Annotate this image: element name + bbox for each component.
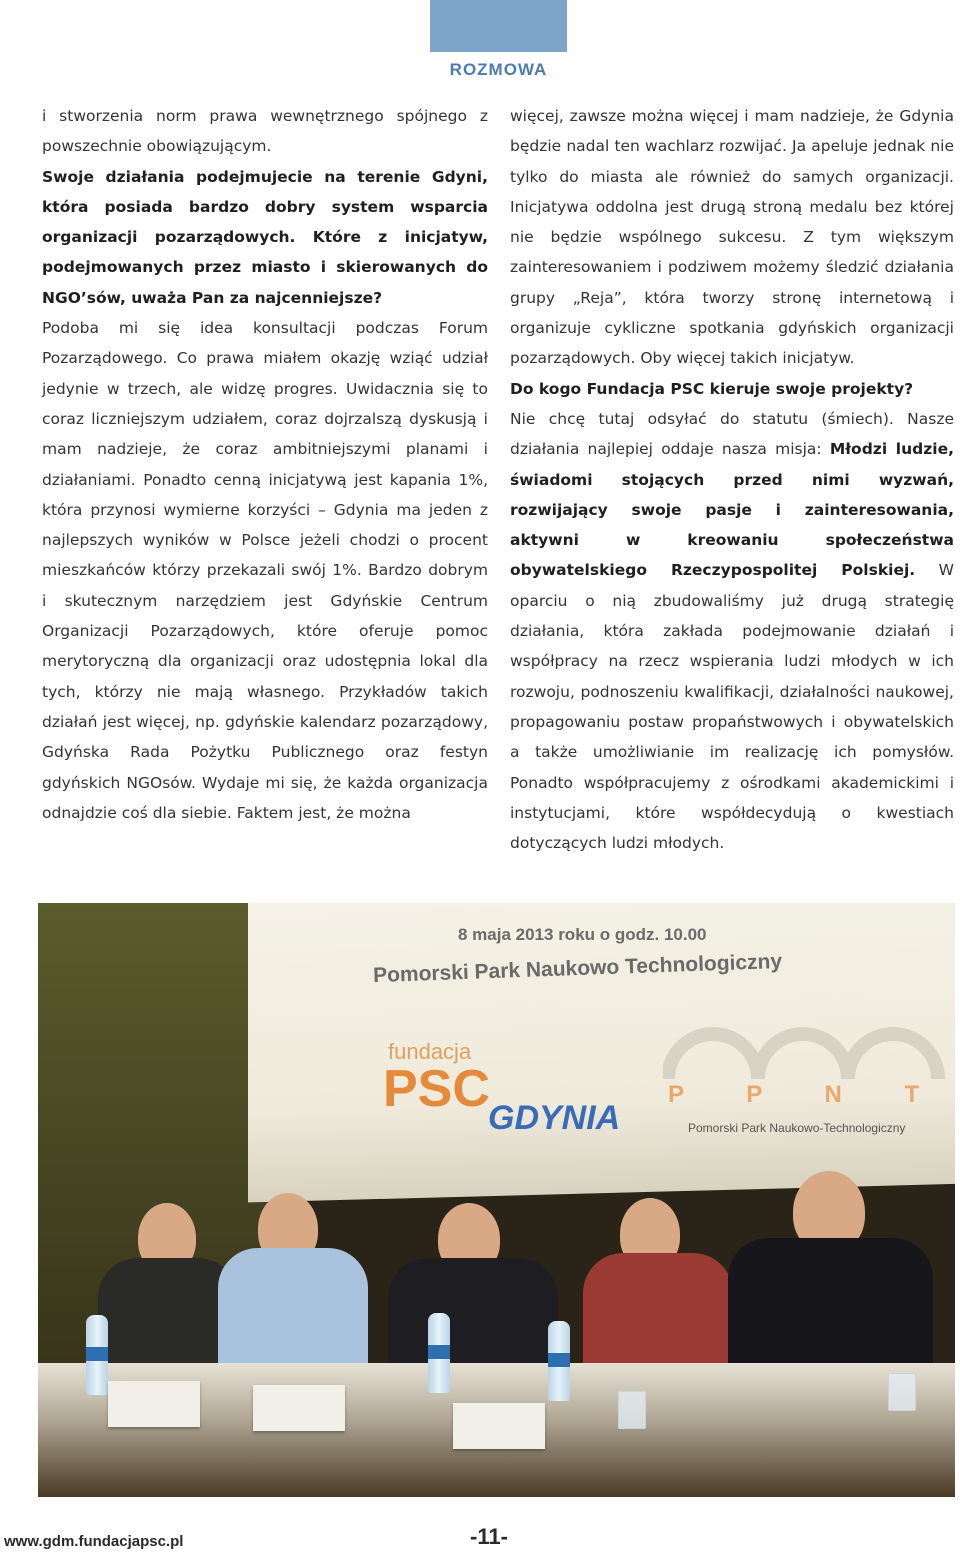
- nameplate: [253, 1385, 345, 1431]
- paragraph: więcej, zawsze można więcej i mam nadzieje, że Gdynia będzie nadal ten wachlarz rozwijać. Ja apeluje jednak nie tylko do miasta ale również do samych organizacji. Inicjatywa oddolna jest drugą stroną medalu bez której nie będzie wspólnego sukcesu. Z tym większym zainteresowaniem i podziwem możemy śledzić działania grupy „Reja”, która tworzy stronę internetową i organizuje cykliczne spotkania gdyńskich organizacji pozarządowych. Oby więcej takich inicjatyw.: [510, 107, 954, 368]
- glass: [888, 1373, 916, 1411]
- page-number: -11-: [470, 1524, 508, 1549]
- mission-statement: Młodzi ludzie, świadomi stojących przed nimi wyzwań, rozwijający swoje pasje i zainteresowania, aktywni w kreowaniu społeczeństwa obywatelskiego Rzeczypospolitej Polskiej.: [510, 440, 954, 580]
- psc-logo: PSC: [383, 1060, 490, 1118]
- ppnt-subtitle: Pomorski Park Naukowo-Technologiczny: [688, 1121, 906, 1135]
- header-tab-block: [430, 0, 567, 52]
- nameplate: [108, 1381, 200, 1427]
- nameplate: [453, 1403, 545, 1449]
- fundacja-logo-text: fundacja: [388, 1039, 472, 1064]
- water-bottle: [548, 1321, 570, 1401]
- answer-continued: W oparciu o nią zbudowaliśmy już drugą strategię działania, która zakłada podejmowanie działań i współpracy na rzecz wspierania ludzi młodych w ich rozwoju, podnoszeniu kwalifikacji, działalności naukowej, propagowaniu postaw propaństwowych i obywatelskich a także umożliwianie im realizację ich pomysłów. Ponadto współpracujemy z ośrodkami akademickimi i instytucjami, które współdecydują o kwestiach dotyczących ludzi młodych.: [510, 561, 954, 853]
- ppnt-logo: P P N T: [668, 1081, 948, 1108]
- water-bottle: [86, 1315, 108, 1395]
- section-label: ROZMOWA: [449, 60, 548, 79]
- gdynia-logo: GDYNIA: [488, 1099, 621, 1137]
- footer-url: www.gdm.fundacjapsc.pl: [4, 1533, 184, 1550]
- left-column: [42, 101, 488, 828]
- slide-date: 8 maja 2013 roku o godz. 10.00: [458, 925, 707, 944]
- panel-discussion-photo: [38, 903, 955, 1497]
- right-column: [510, 101, 954, 858]
- water-bottle: [428, 1313, 450, 1393]
- interview-question: Swoje działania podejmujecie na terenie Gdyni, która posiada bardzo dobry system wsparcia organizacji pozarządowych. Które z inicjatyw, podejmowanych przez miasto i skierowanych do NGO’sów, uważa Pan za najcenniejsze?: [42, 167, 488, 307]
- slide-place: Pomorski Park Naukowo Technologiczny: [372, 949, 783, 988]
- paragraph: i stworzenia norm prawa wewnętrznego spójnego z powszechnie obowiązującym.: [42, 107, 488, 156]
- interview-question: Do kogo Fundacja PSC kieruje swoje projekty?: [510, 379, 914, 398]
- interview-answer: Podoba mi się idea konsultacji podczas Forum Pozarządowego. Co prawa miałem okazję wziąć udział jedynie w trzech, ale widzę progres. Uwidacznia się to coraz liczniejszym udziałem, coraz dojrzalszą dyskusją i mam nadzieje, że coraz ambitniejszymi planami i działaniami. Ponadto cenną inicjatywą jest kapania 1%, która przynosi wymierne korzyści – Gdynia ma jeden z najlepszych wyników w Polsce jeżeli chodzi o procent mieszkańców którzy przekazali swój 1%. Bardzo dobrym i skutecznym narzędziem jest Gdyńskie Centrum Organizacji Pozarządowych, które oferuje pomoc merytoryczną dla organizacji oraz udostępnia lokal dla tych, którzy nie mają własnego. Przykładów takich działań jest więcej, np. gdyńskie kalendarz pozarządowy, Gdyńska Rada Pożytku Publicznego oraz festyn gdyńskich NGOsów. Wydaje mi się, że każda organizacja odnajdzie coś dla siebie. Faktem jest, że można: [42, 319, 488, 822]
- glass: [618, 1391, 646, 1429]
- interview-answer: [510, 404, 954, 858]
- answer-intro: Nie chcę tutaj odsyłać do statutu (śmiech). Nasze działania najlepiej oddaje nasza misja:: [510, 409, 954, 459]
- ppnt-logo-arcs: [663, 1011, 953, 1081]
